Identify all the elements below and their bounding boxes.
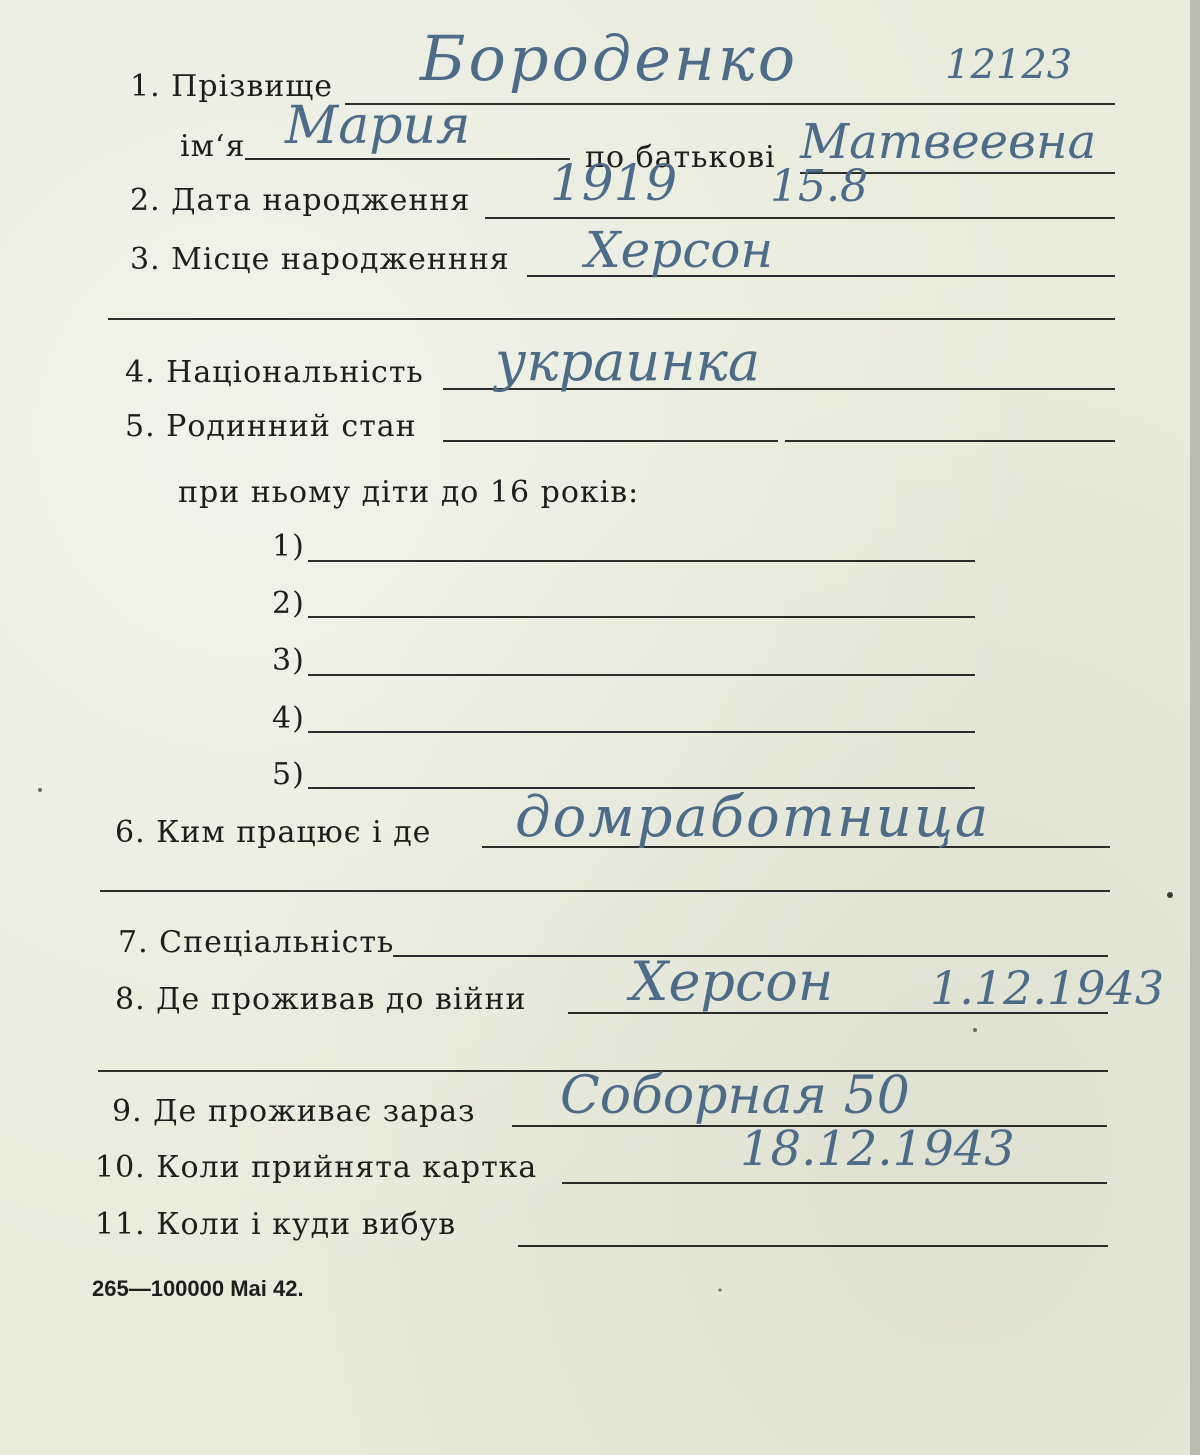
marital-status-line-2: [785, 440, 1115, 442]
children-label: при ньому діти до 16 років:: [178, 475, 640, 510]
accepted-date-value: 18.12.1943: [740, 1121, 1015, 1177]
child-2-label: 2): [272, 586, 305, 621]
departed-label: 11. Коли і куди вибув: [95, 1207, 457, 1242]
birth-day-value: 15.8: [770, 161, 868, 212]
patronymic-label: по батькові: [585, 140, 776, 175]
birth-year-value: 1919: [550, 154, 678, 212]
birth-place-line-2: [108, 318, 1115, 320]
surname-value: Бороденко: [420, 22, 799, 95]
card-accepted-line: [562, 1182, 1107, 1184]
prewar-residence-label: 8. Де проживав до війни: [115, 982, 527, 1017]
child-5-label: 5): [272, 757, 305, 792]
surname-label: 1. Прізвище: [130, 69, 334, 104]
print-mark: 265—100000 Mai 42.: [92, 1276, 304, 1301]
current-residence-label: 9. Де проживає зараз: [112, 1094, 476, 1129]
birth-place-value: Херсон: [585, 221, 774, 279]
patronymic-value: Матвеевна: [800, 114, 1097, 170]
card-accepted-label: 10. Коли прийнята картка: [95, 1150, 538, 1185]
card-edge: [1190, 0, 1200, 1455]
occupation-value: домработница: [515, 785, 991, 850]
birth-place-label: 3. Місце народженння: [130, 242, 510, 277]
occupation-line-2: [100, 890, 1110, 892]
specialty-label: 7. Спеціальність: [118, 925, 395, 960]
marital-status-line: [443, 440, 778, 442]
child-3-line: [308, 674, 975, 676]
child-4-label: 4): [272, 701, 305, 736]
name-label: ім‘я: [180, 129, 246, 164]
birth-date-line: [485, 217, 1115, 219]
name-value: Мария: [285, 96, 471, 156]
prewar-date-value: 1.12.1943: [930, 961, 1165, 1015]
child-4-line: [308, 731, 975, 733]
birth-date-label: 2. Дата народження: [130, 183, 471, 218]
child-1-label: 1): [272, 529, 305, 564]
current-address-value: Соборная 50: [560, 1066, 910, 1126]
card-number-value: 12123: [945, 42, 1073, 88]
departed-line: [518, 1245, 1108, 1247]
name-line: [245, 158, 570, 160]
child-1-line: [308, 560, 975, 562]
marital-status-label: 5. Родинний стан: [125, 409, 417, 444]
nationality-value: украинка: [495, 330, 761, 393]
prewar-city-value: Херсон: [630, 950, 834, 1013]
nationality-label: 4. Національність: [125, 355, 424, 390]
occupation-label: 6. Ким працює і де: [115, 815, 432, 850]
child-3-label: 3): [272, 643, 305, 678]
child-2-line: [308, 616, 975, 618]
